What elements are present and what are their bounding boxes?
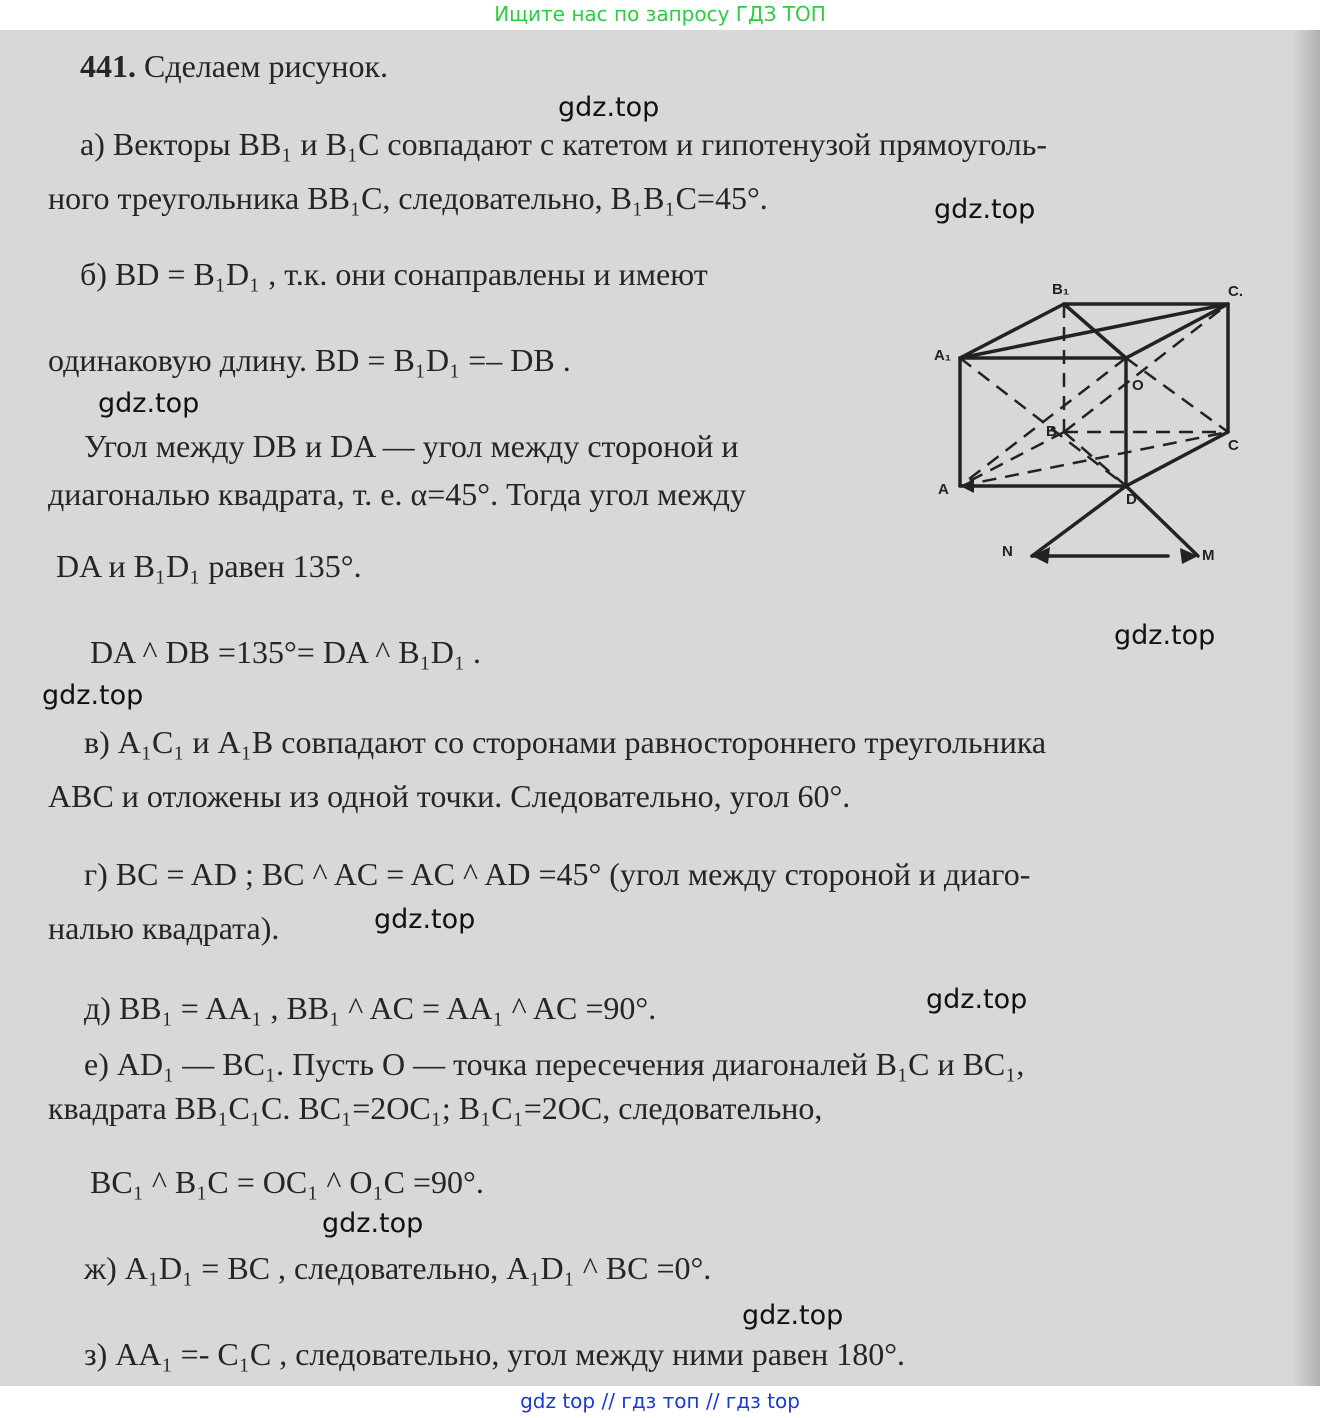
line-e3: BC₁ ^ B₁C = OC₁ ^ O₁C =90°.	[90, 1164, 484, 1200]
watermark-text: gdz.top	[42, 680, 144, 711]
line-v2: ABC и отложены из одной точки. Следовательно, угол 60°.	[48, 778, 851, 814]
line-b1: б) BD = B₁D₁ , т.к. они сонаправлены и имеют	[80, 256, 708, 292]
line-v1: в) A₁C₁ и A₁B совпадают со сторонами равностороннего треугольника	[84, 724, 1047, 760]
line-z1: з) AA₁ =- C₁C , следовательно, угол между ними равен 180°.	[84, 1336, 905, 1372]
label-a: A	[938, 481, 949, 498]
line-zh1: ж) A₁D₁ = BC , следовательно, A₁D₁ ^ BC =0°.	[84, 1250, 712, 1286]
cube-figure	[930, 274, 1260, 574]
label-a1: A₁	[934, 347, 952, 364]
problem-title: Сделаем рисунок.	[144, 48, 389, 84]
label-m: M	[1202, 547, 1215, 564]
line-b6: DA ^ DB =135°= DA ^ B₁D₁ .	[90, 634, 482, 670]
watermark-text: gdz.top	[322, 1208, 424, 1239]
watermark-text: gdz.top	[742, 1300, 844, 1331]
scanned-page	[0, 30, 1320, 1386]
line-b3: Угол между DB и DA — угол между стороной и	[84, 428, 739, 464]
watermark-text: gdz.top	[926, 984, 1028, 1015]
problem-number: 441.	[80, 48, 136, 84]
label-n: N	[1002, 543, 1013, 560]
line-a1: а) Векторы BB₁ и B₁C совпадают с катетом и гипотенузой прямоуголь-	[80, 126, 1047, 162]
watermark-text: gdz.top	[934, 194, 1036, 225]
line-a2: ного треугольника BB₁C, следовательно, B₁B₁C=45°.	[48, 180, 768, 216]
line-b4: диагональю квадрата, т. е. α=45°. Тогда угол между	[48, 476, 746, 512]
header-banner[interactable]: Ищите нас по запросу ГДЗ ТОП	[0, 0, 1320, 30]
watermark-text: gdz.top	[98, 388, 200, 419]
line-b2: одинаковую длину. BD = B₁D₁ =– DB .	[48, 342, 571, 378]
label-o: O	[1132, 377, 1144, 394]
line-g2: налью квадрата).	[48, 910, 280, 946]
problem-heading	[80, 50, 388, 82]
label-d: D	[1126, 491, 1137, 508]
label-b: B	[1046, 423, 1057, 440]
watermark-text: gdz.top	[558, 92, 660, 123]
label-c: C	[1228, 437, 1239, 454]
line-g1: г) BC = AD ; BC ^ AC = AC ^ AD =45° (угол между стороной и диаго-	[84, 856, 1031, 892]
label-b1: B₁	[1052, 281, 1070, 298]
line-b5: DA и B₁D₁ равен 135°.	[56, 548, 362, 584]
line-e1: е) AD₁ — BC₁. Пусть O — точка пересечения диагоналей B₁C и BC₁,	[84, 1046, 1025, 1082]
watermark-text: gdz.top	[1114, 620, 1216, 651]
footer-banner[interactable]: gdz top // гдз топ // гдз top	[0, 1386, 1320, 1418]
line-e2: квадрата BB₁C₁C. BC₁=2OC₁; B₁C₁=2OC, следовательно,	[48, 1090, 823, 1126]
line-d1: д) BB₁ = AA₁ , BB₁ ^ AC = AA₁ ^ AC =90°.	[84, 990, 657, 1026]
cube-diagram	[930, 274, 1260, 574]
label-c1: C.	[1228, 283, 1243, 300]
watermark-text: gdz.top	[374, 904, 476, 935]
